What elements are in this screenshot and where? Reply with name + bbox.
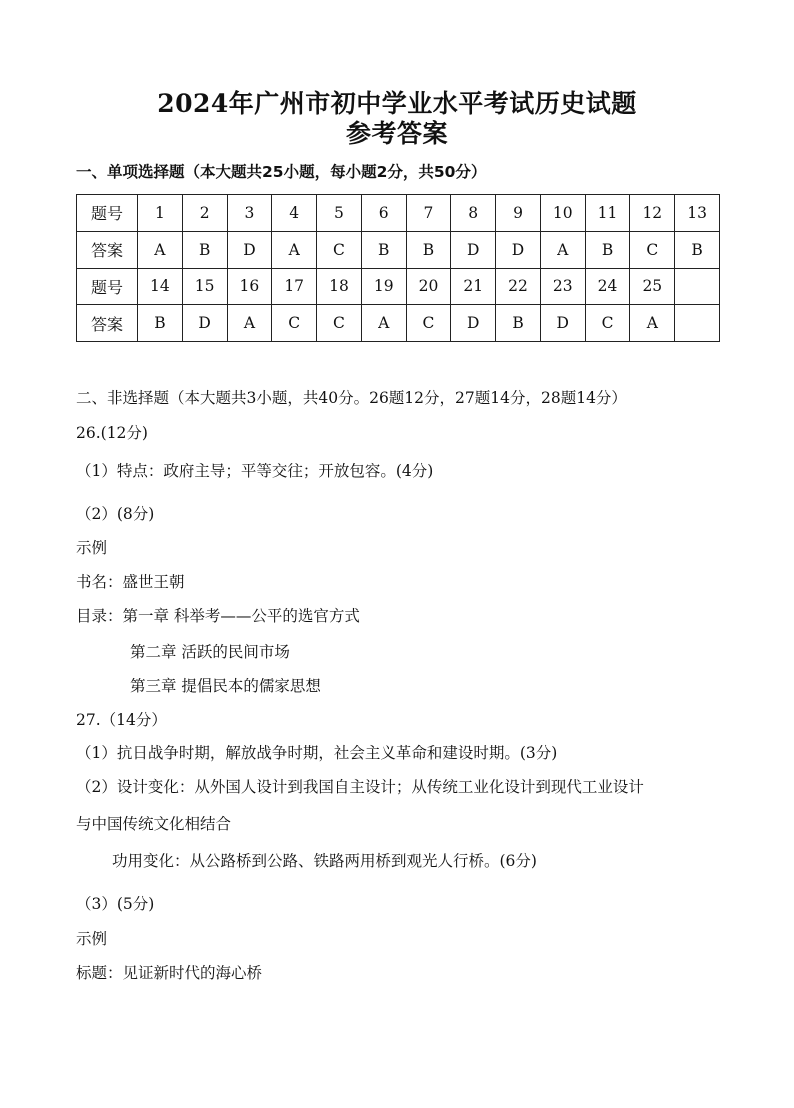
answer-line: （1）特点：政府主导；平等交往；开放包容。(4分) (76, 462, 434, 480)
table-cell: 24 (585, 268, 630, 305)
answer-line: 示例 (76, 930, 108, 948)
answer-line: 标题：见证新时代的海心桥 (76, 964, 263, 982)
table-cell: 19 (361, 268, 406, 305)
row-label: 题号 (77, 268, 138, 305)
row-label: 答案 (77, 231, 138, 268)
table-cell: C (630, 231, 675, 268)
table-cell: C (272, 305, 317, 342)
table-cell: A (138, 231, 183, 268)
table-cell: A (630, 305, 675, 342)
table-cell: A (361, 305, 406, 342)
table-cell: B (361, 231, 406, 268)
table-row (77, 268, 720, 305)
question-26-heading: 26.(12分) (76, 424, 148, 442)
answer-line: 示例 (76, 539, 108, 557)
table-cell: C (406, 305, 451, 342)
table-cell: B (675, 231, 720, 268)
table-cell: D (451, 305, 496, 342)
answer-line: 与中国传统文化相结合 (76, 815, 232, 833)
table-cell: 14 (138, 268, 183, 305)
section-heading-multiple-choice: 一、单项选择题（本大题共25小题，每小题2分，共50分） (76, 163, 487, 181)
section-heading-free-response: 二、非选择题（本大题共3小题，共40分。26题12分，27题14分，28题14分） (76, 389, 627, 407)
table-cell: A (540, 231, 585, 268)
table-cell: 7 (406, 195, 451, 232)
table-row (77, 231, 720, 268)
table-cell (675, 305, 720, 342)
document-title: 2024年广州市初中学业水平考试历史试题 (157, 89, 637, 118)
table-cell: B (585, 231, 630, 268)
table-cell: 1 (138, 195, 183, 232)
answer-line: 第三章 提倡民本的儒家思想 (130, 677, 321, 695)
table-cell: B (406, 231, 451, 268)
table-cell: D (540, 305, 585, 342)
answer-table (76, 194, 720, 342)
table-cell: A (227, 305, 272, 342)
table-cell: C (317, 305, 362, 342)
table-cell: 12 (630, 195, 675, 232)
table-cell (675, 268, 720, 305)
question-27-heading: 27.（14分） (76, 711, 167, 729)
answer-line: （2）(8分) (76, 505, 155, 523)
table-cell: 25 (630, 268, 675, 305)
table-cell: B (496, 305, 541, 342)
table-cell: 17 (272, 268, 317, 305)
row-label: 答案 (77, 305, 138, 342)
answer-line: （3）(5分) (76, 895, 155, 913)
table-cell: 5 (317, 195, 362, 232)
answer-line: 书名：盛世王朝 (76, 573, 185, 591)
table-cell: A (272, 231, 317, 268)
table-cell: 18 (317, 268, 362, 305)
table-cell: D (227, 231, 272, 268)
table-cell: C (317, 231, 362, 268)
table-cell: B (138, 305, 183, 342)
table-cell: 4 (272, 195, 317, 232)
table-cell: 8 (451, 195, 496, 232)
table-cell: 22 (496, 268, 541, 305)
table-cell: 6 (361, 195, 406, 232)
table-cell: 23 (540, 268, 585, 305)
answer-line: （2）设计变化：从外国人设计到我国自主设计；从传统工业化设计到现代工业设计 (76, 778, 644, 796)
table-row (77, 195, 720, 232)
table-cell: 3 (227, 195, 272, 232)
row-label: 题号 (77, 195, 138, 232)
table-cell: 10 (540, 195, 585, 232)
table-cell: 21 (451, 268, 496, 305)
document-subtitle: 参考答案 (345, 119, 448, 148)
answer-line: 目录：第一章 科举考——公平的选官方式 (76, 607, 360, 625)
table-cell: B (182, 231, 227, 268)
table-cell: 9 (496, 195, 541, 232)
table-cell: 15 (182, 268, 227, 305)
table-cell: 20 (406, 268, 451, 305)
answer-line: 功用变化：从公路桥到公路、铁路两用桥到观光人行桥。(6分) (112, 852, 537, 870)
table-cell: 16 (227, 268, 272, 305)
table-cell: 2 (182, 195, 227, 232)
table-cell: C (585, 305, 630, 342)
table-cell: D (451, 231, 496, 268)
table-row (77, 305, 720, 342)
table-cell: 13 (675, 195, 720, 232)
answer-line: 第二章 活跃的民间市场 (130, 643, 290, 661)
table-cell: 11 (585, 195, 630, 232)
answer-line: （1）抗日战争时期，解放战争时期，社会主义革命和建设时期。(3分) (76, 744, 558, 762)
table-cell: D (182, 305, 227, 342)
table-cell: D (496, 231, 541, 268)
